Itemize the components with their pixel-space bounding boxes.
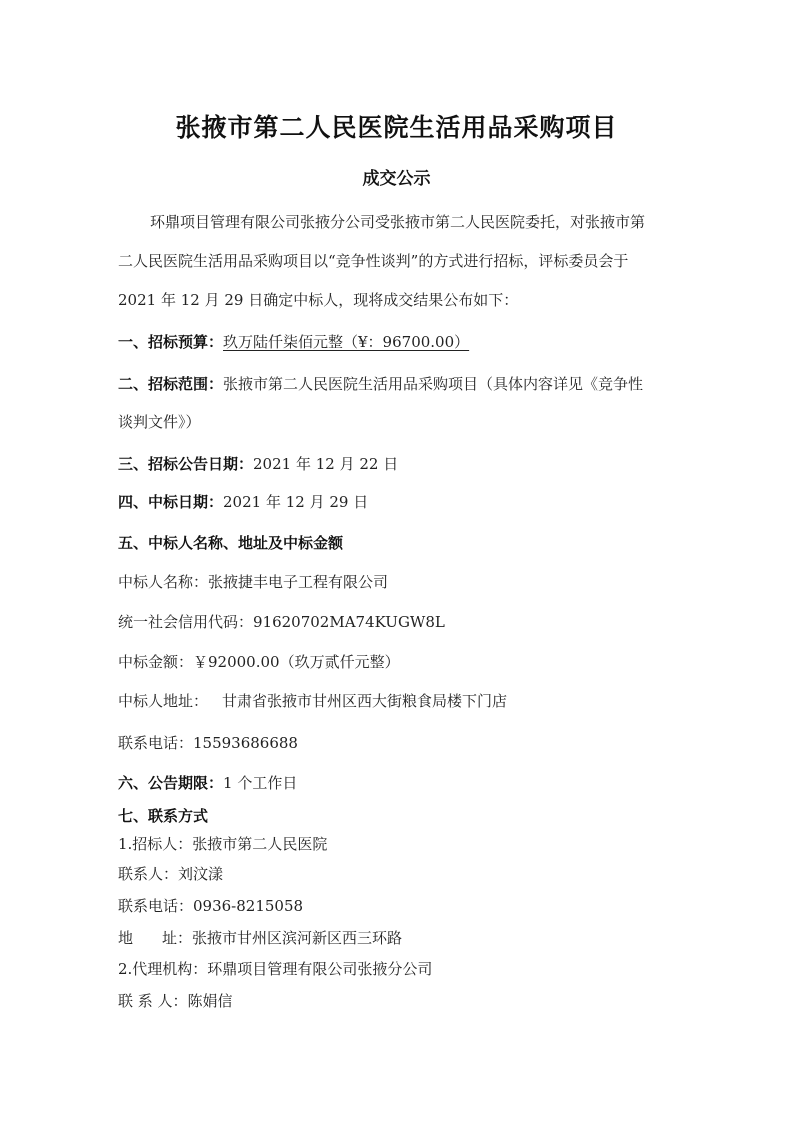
winner-phone: 联系电话：15593686688	[118, 734, 298, 752]
award-date-value: 2021 年 12 月 29 日	[223, 493, 369, 511]
winner-address-value: 甘肃省张掖市甘州区西大街粮食局楼下门店	[222, 692, 508, 710]
tenderer-phone: 联系电话：0936-8215058	[118, 897, 304, 915]
document-subtitle: 成交公示	[362, 169, 431, 189]
scope-value: 张掖市第二人民医院生活用品采购项目（具体内容详见《竞争性	[223, 375, 644, 393]
budget-label: 一、招标预算：	[118, 333, 224, 351]
notice-period-value: 1 个工作日	[223, 774, 298, 792]
award-date-row	[118, 491, 368, 512]
winner-section-heading: 五、中标人名称、地址及中标金额	[118, 534, 344, 552]
announce-date-row	[118, 453, 398, 474]
announce-date-value: 2021 年 12 月 22 日	[253, 455, 399, 473]
document-title: 张掖市第二人民医院生活用品采购项目	[175, 113, 618, 142]
tenderer-address-label-b: 址：	[162, 929, 193, 947]
tenderer-contact: 联系人：刘汶漾	[118, 865, 224, 883]
contact-section-heading: 七、联系方式	[118, 807, 209, 825]
award-date-label: 四、中标日期：	[118, 493, 224, 511]
budget-row	[118, 331, 469, 352]
agency: 2.代理机构：环鼎项目管理有限公司张掖分公司	[118, 960, 433, 978]
winner-credit-code: 统一社会信用代码：91620702MA74KUGW8L	[118, 613, 445, 631]
notice-period-row	[118, 772, 297, 793]
tenderer-address-label-a: 地	[118, 929, 134, 947]
budget-value: 玖万陆仟柒佰元整（¥：96700.00）	[223, 333, 470, 351]
winner-amount: 中标金额：￥92000.00（玖万贰仟元整）	[118, 653, 400, 671]
intro-line-3: 2021 年 12 月 29 日确定中标人，现将成交结果公布如下：	[118, 291, 519, 309]
tenderer: 1.招标人：张掖市第二人民医院	[118, 835, 328, 853]
winner-address-label: 中标人地址：	[118, 692, 209, 710]
tenderer-address-row	[118, 927, 402, 948]
notice-period-label: 六、公告期限：	[118, 774, 224, 792]
winner-name: 中标人名称：张掖捷丰电子工程有限公司	[118, 573, 389, 591]
scope-row	[118, 373, 643, 394]
scope-row-continued: 谈判文件》）	[118, 413, 201, 431]
announce-date-label: 三、招标公告日期：	[118, 455, 254, 473]
intro-line-1: 环鼎项目管理有限公司张掖分公司受张掖市第二人民医院委托，对张掖市第	[150, 213, 646, 231]
agency-contact: 联 系 人：陈娟信	[118, 992, 233, 1010]
scope-label: 二、招标范围：	[118, 375, 224, 393]
intro-line-2: 二人民医院生活用品采购项目以“竞争性谈判”的方式进行招标，评标委员会于	[118, 252, 629, 270]
tenderer-address-value: 张掖市甘州区滨河新区西三环路	[192, 929, 403, 947]
winner-address-row	[118, 690, 507, 711]
